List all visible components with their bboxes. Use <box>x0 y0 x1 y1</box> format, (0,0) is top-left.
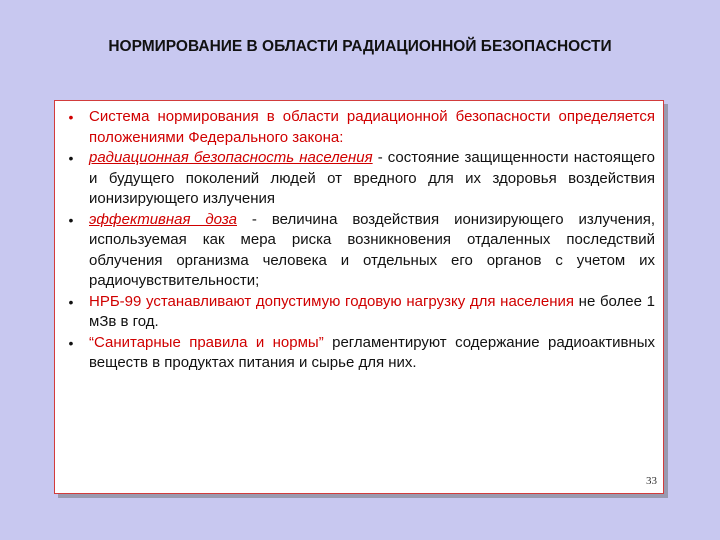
page-number: 33 <box>646 475 657 487</box>
bullet-text: не более 1 мЗв в год. <box>89 292 655 330</box>
term-effective-dose: эффективная доза <box>89 210 237 228</box>
bullet-marker: • <box>68 150 74 166</box>
bullet-item-effective-dose <box>55 210 663 292</box>
bullet-text: - величина воздействия ионизирующего излучения, используемая как мера риска возникновения отдаленных последствий облучения организма человека и отдельных его органов с учетом их радиочувствительности; <box>89 210 655 289</box>
bullet-marker: • <box>68 334 74 351</box>
bullet-item-radiation-safety <box>55 148 663 210</box>
bullet-text: - состояние защищенности настоящего и будущего поколений людей от вредного для их здоровья воздействия ионизирующего излучения <box>89 149 655 207</box>
nrb-text: НРБ-99 устанавливают допустимую годовую нагрузку для населения <box>89 292 575 310</box>
term-radiation-safety: радиационная безопасность населения <box>89 149 373 166</box>
bullet-marker: • <box>68 293 74 310</box>
bullet-marker: • <box>68 109 74 125</box>
bullet-item-sanitary-rules <box>55 333 663 374</box>
sanitary-rules-text: “Санитарные правила и нормы” <box>89 333 324 351</box>
bullet-text: Система нормирования в области радиационной безопасности определяется положениями Федерального закона: <box>89 108 655 146</box>
bullet-marker: • <box>68 211 74 228</box>
bullet-text: регламентируют содержание радиоактивных веществ в продуктах питания и сырье для них. <box>89 333 656 371</box>
content-box <box>54 100 664 494</box>
bullet-item-nrb-99 <box>55 292 663 333</box>
bullet-item-system <box>55 107 663 148</box>
slide-title: НОРМИРОВАНИЕ В ОБЛАСТИ РАДИАЦИОННОЙ БЕЗОПАСНОСТИ <box>108 38 612 55</box>
bullet-list <box>55 107 663 374</box>
